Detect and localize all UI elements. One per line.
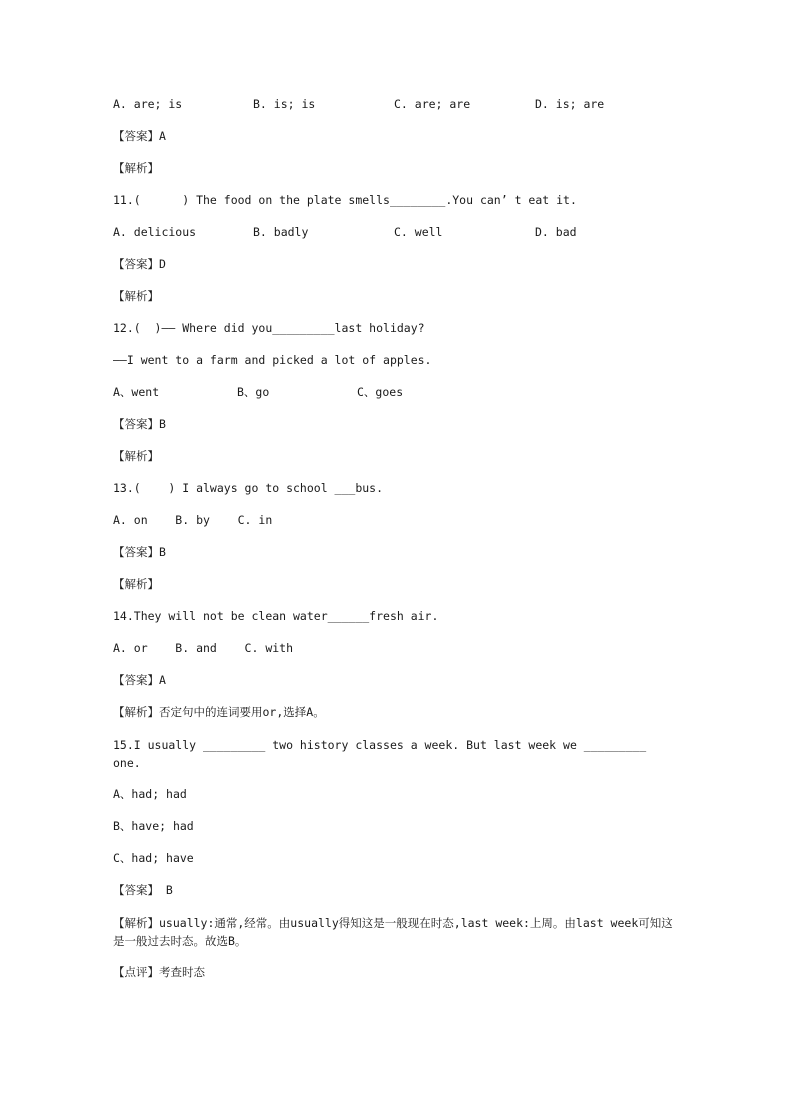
- q13-analysis: 【解析】: [113, 577, 159, 591]
- q12-option-c: C、goes: [357, 385, 404, 399]
- q11-option-b: B. badly: [253, 225, 309, 239]
- q11-option-c: C. well: [394, 225, 443, 239]
- q14-options: A. or B. and C. with: [113, 641, 294, 655]
- q12-option-b: B、go: [237, 385, 270, 399]
- q15-answer: 【答案】 B: [113, 883, 173, 897]
- q11-option-d: D. bad: [535, 225, 577, 239]
- q13-options: A. on B. by C. in: [113, 513, 273, 527]
- q11-analysis: 【解析】: [113, 289, 159, 303]
- document-page: [113, 96, 673, 996]
- q10-option-d: D. is; are: [535, 97, 605, 111]
- q13-question: 13.( ) I always go to school ___bus.: [113, 481, 384, 495]
- q10-answer: 【答案】A: [113, 129, 166, 143]
- q10-analysis: 【解析】: [113, 161, 159, 175]
- q15-option-b: B、have; had: [113, 819, 194, 833]
- q11-option-a: A. delicious: [113, 225, 197, 239]
- q13-answer: 【答案】B: [113, 545, 166, 559]
- q11-options: [113, 224, 673, 256]
- q10-options: [113, 96, 673, 128]
- q10-option-c: C. are; are: [394, 97, 471, 111]
- q12-reply: ——I went to a farm and picked a lot of apples.: [113, 353, 432, 367]
- q10-option-b: B. is; is: [253, 97, 316, 111]
- q12-option-a: A、went: [113, 385, 160, 399]
- q15-option-a: A、had; had: [113, 787, 187, 801]
- q15-analysis: 【解析】usually:通常,经常。由usually得知这是一般现在时态,last week:上周。由last week可知这是一般过去时态。故选B。: [113, 916, 673, 948]
- q15-question: 15.I usually _________ two history classes a week. But last week we _________ one.: [113, 738, 654, 770]
- q11-answer: 【答案】D: [113, 257, 166, 271]
- q12-question: 12.( )—— Where did you_________last holiday?: [113, 321, 425, 335]
- q11-question: 11.( ) The food on the plate smells________.You can’ t eat it.: [113, 193, 577, 207]
- q12-analysis: 【解析】: [113, 449, 159, 463]
- q14-answer: 【答案】A: [113, 673, 166, 687]
- q14-question: 14.They will not be clean water______fresh air.: [113, 609, 439, 623]
- q10-option-a: A. are; is: [113, 97, 183, 111]
- q15-option-c: C、had; have: [113, 851, 194, 865]
- q14-analysis: 【解析】否定句中的连词要用or,选择A。: [113, 705, 325, 719]
- q12-options: [113, 384, 673, 416]
- q12-answer: 【答案】B: [113, 417, 166, 431]
- q15-comment: 【点评】考查时态: [113, 965, 205, 979]
